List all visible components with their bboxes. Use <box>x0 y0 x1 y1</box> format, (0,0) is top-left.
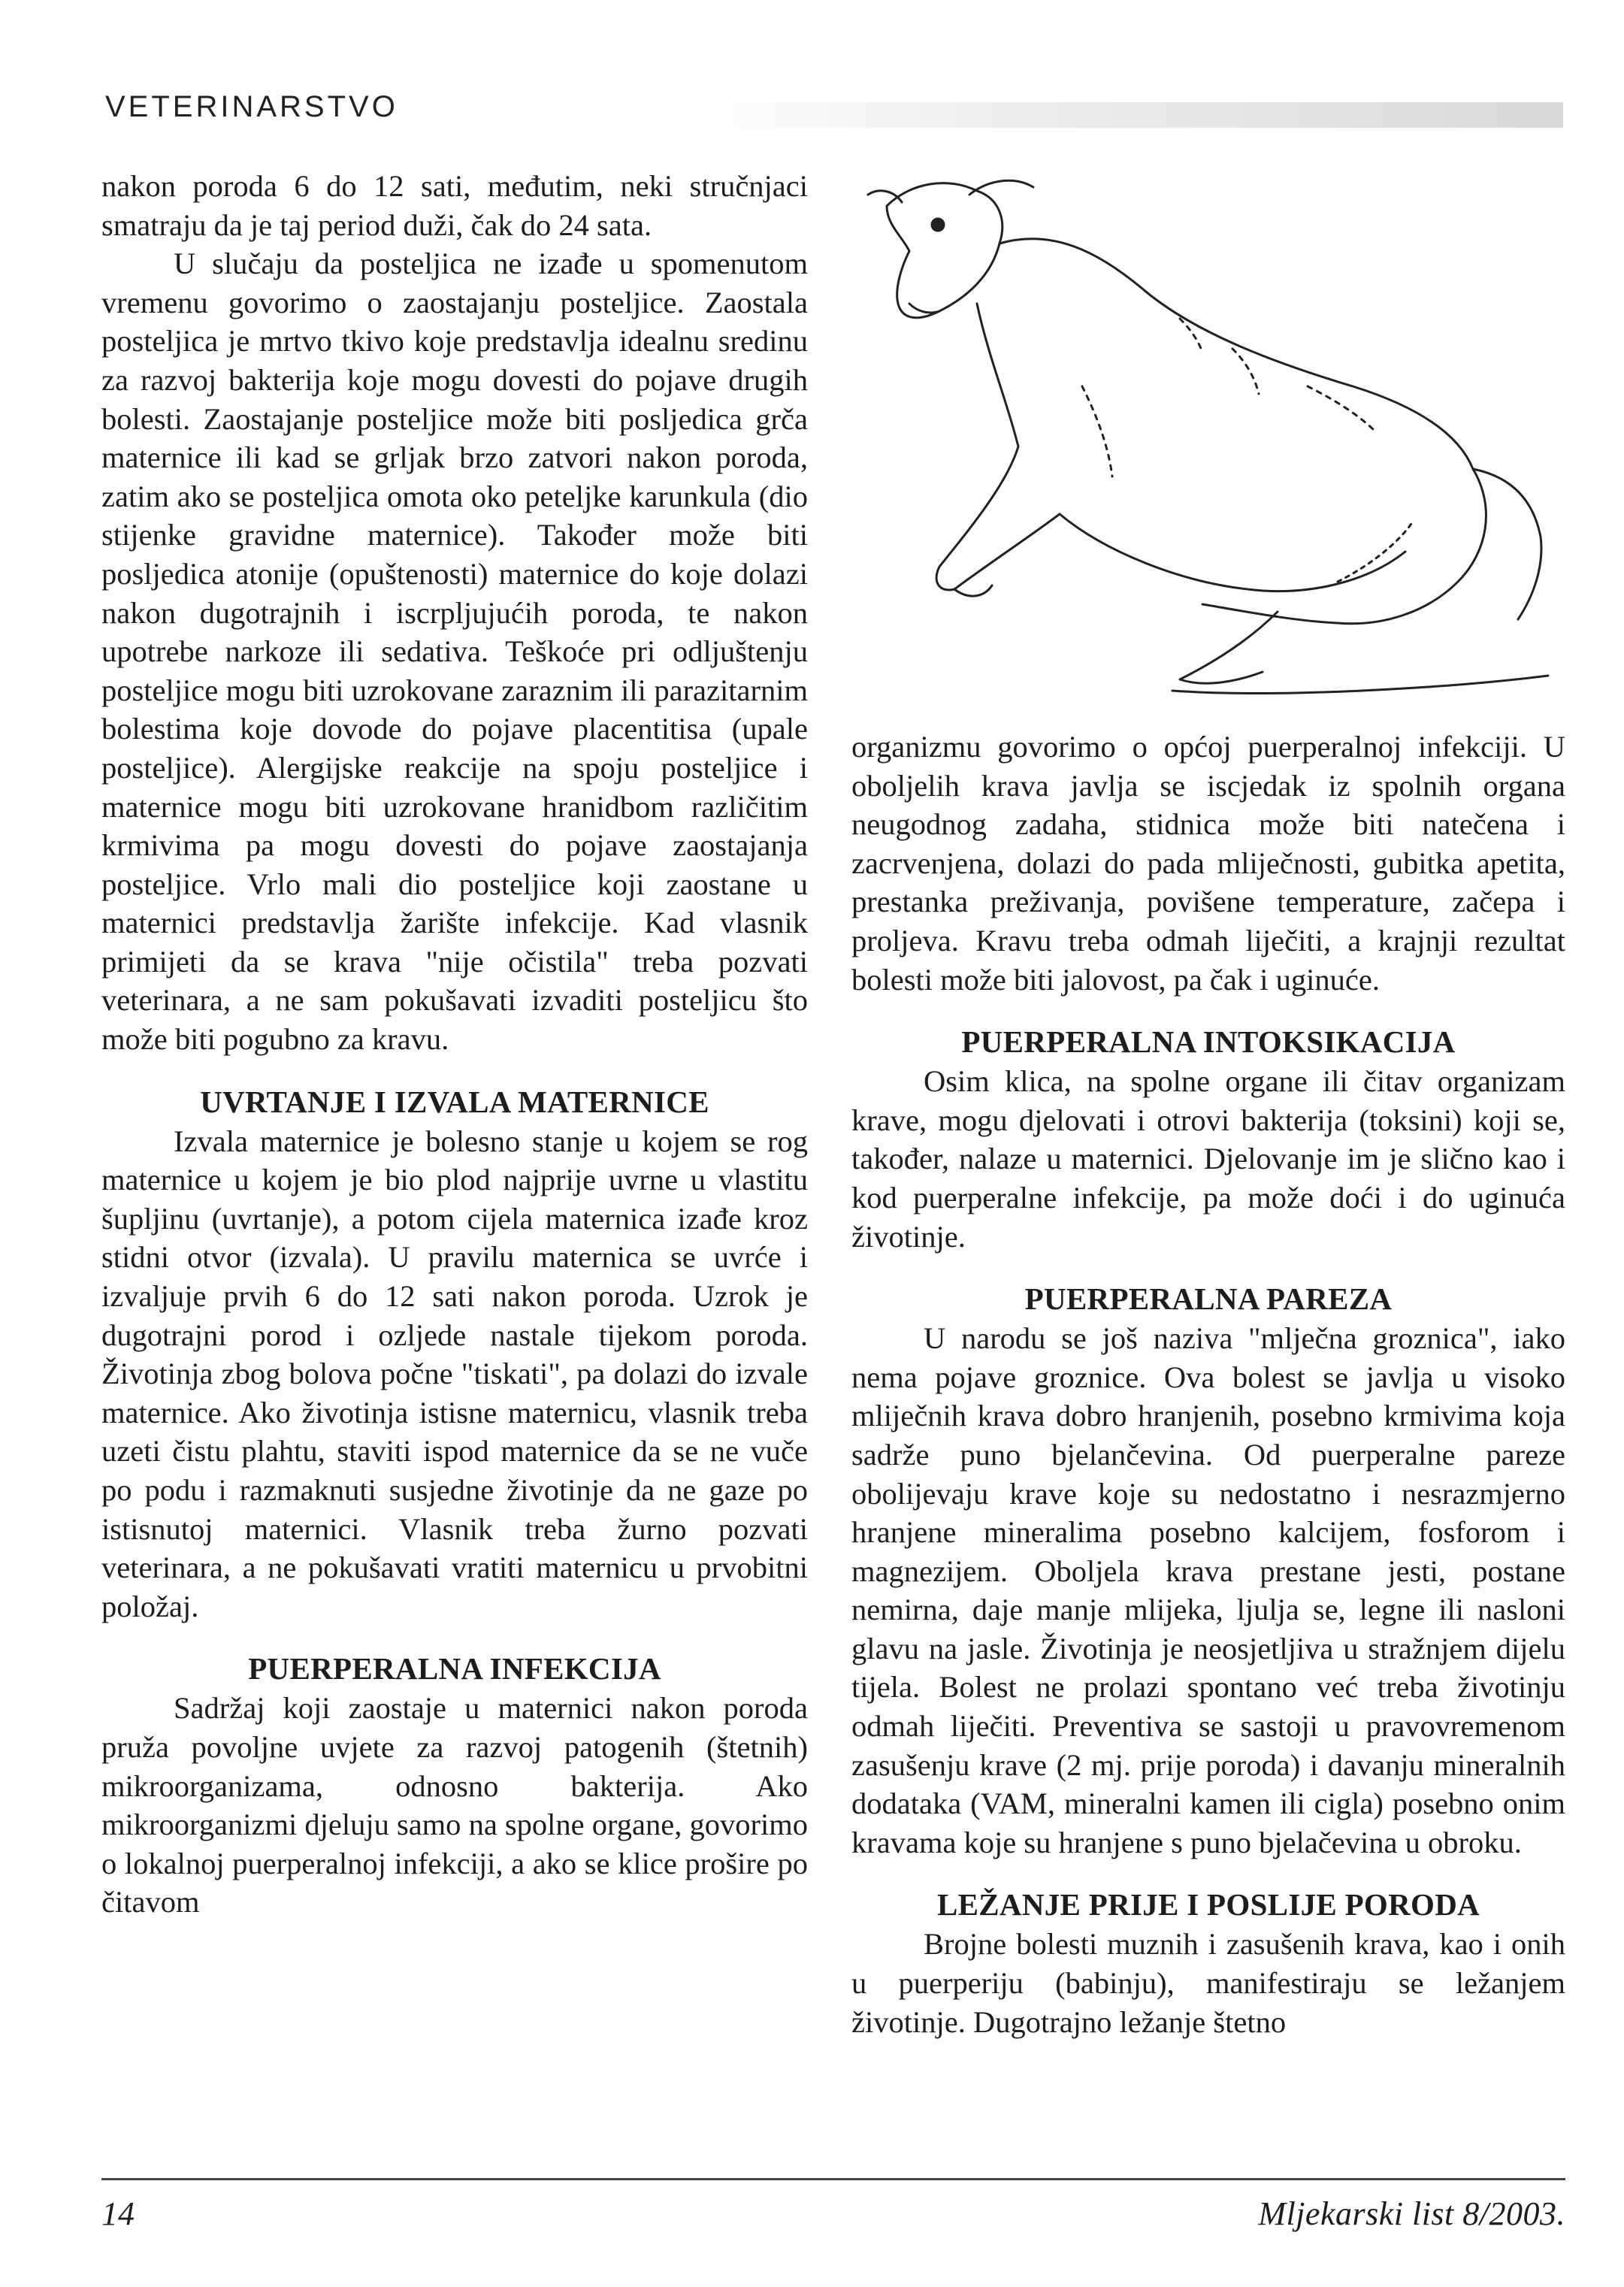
section-title: VETERINARSTVO <box>105 90 398 123</box>
paragraph: Brojne bolesti muznih i zasušenih krava, kao i onih u puerperiju (babinju), manifestiraju se ležanjem životinje. Dugotrajno ležanje štetno <box>851 1927 1565 2039</box>
heading-lezanje: LEŽANJE PRIJE I POSLIJE PORODA <box>936 1887 1480 1922</box>
footer-rule <box>101 2178 1565 2180</box>
right-column <box>851 728 1565 2041</box>
paragraph: Osim klica, na spolne organe ili čitav organizam krave, mogu djelovati i otrovi bakterija (toksini) koji se, također, nalaze u maternici. Djelovanje im je slično kao i kod puerperalne infekcije, pa može doći i do uginuća životinje. <box>851 1064 1565 1254</box>
paragraph: Sadržaj koji zaostaje u maternici nakon poroda pruža povoljne uvjete za razvoj patogenih (štetnih) mikroorganizama, odnosno bakterija. Ako mikroorganizmi djeluju samo na spolne organe, govorimo o lokalnoj puerperalnoj infekciji, a ako se klice prošire po čitavom <box>101 1691 808 1919</box>
paragraph: U slučaju da posteljica ne izađe u spomenutom vremenu govorimo o zaostajanju posteljice. Zaostala posteljica je mrtvo tkivo koje predstavlja idealnu sredinu za razvoj bakterija koje mogu dovesti do pojave drugih bolesti. Zaostajanje posteljice može biti posljedica grča maternice ili kad se grljak brzo zatvori nakon poroda, zatim ako se posteljica omota oko peteljke karunkula (dio stijenke gravidne maternice). Također može biti posljedica atonije (opuštenosti) maternice do koje dolazi nakon dugotrajnih i iscrpljujućih poroda, te nakon upotrebe narkoze ili sedativa. Teškoće pri odljuštenju posteljice mogu biti uzrokovane zaraznim ili parazitarnim bolestima koje dovode do pojave placentitisa (upale posteljice). Alergijske reakcije na spoju posteljice i maternice mogu biti uzrokovane hranidbom različitim krmivima pa mogu dovesti do pojave zaostajanja posteljice. Vrlo mali dio posteljice koji zaostane u maternici predstavlja žarište infekcije. Kad vlasnik primijeti da se krava "nije očistila" treba pozvati veterinara, a ne sam pokušavati izvaditi posteljicu što može biti pogubno za kravu. <box>101 247 808 1057</box>
header-rule <box>691 102 1563 128</box>
page-header <box>105 84 1563 138</box>
heading-pareza: PUERPERALNA PAREZA <box>1024 1281 1393 1317</box>
cow-lying-icon <box>857 161 1563 721</box>
paragraph: organizmu govorimo o općoj puerperalnoj infekciji. U oboljelih krava javlja se iscjedak iz spolnih organa neugodnog zadaha, stidnica može biti natečena i zacrvenjena, dolazi do pada mliječnosti, gubitka apetita, prestanka preživanja, povišene temperature, začepa i proljeva. Kravu treba odmah liječiti, a krajnji rezultat bolesti može biti jalovost, pa čak i uginuće. <box>851 730 1565 997</box>
heading-intoksikacija: PUERPERALNA INTOKSIKACIJA <box>961 1024 1456 1060</box>
page-number: 14 <box>101 2195 135 2232</box>
paragraph: Izvala maternice je bolesno stanje u kojem se rog maternice u kojem je bio plod najprije uvrne u vlastitu šupljinu (uvrtanje), a potom cijela maternica izađe kroz stidni otvor (izvala). U pravilu maternica se uvrće i izvaljuje prvih 6 do 12 sati nakon poroda. Uzrok je dugotrajni porod i ozljede nastale tijekom poroda. Životinja zbog bolova počne "tiskati", pa dolazi do izvale maternice. Ako životinja istisne maternicu, vlasnik treba uzeti čistu plahtu, staviti ispod maternice da se ne vuče po podu i razmaknuti susjedne životinje da ne gaze po istisnutoj maternici. Vlasnik treba žurno pozvati veterinara, a ne pokušavati vratiti maternicu u prvobitni položaj. <box>101 1124 808 1623</box>
paragraph: U narodu se još naziva "mlječna groznica", iako nema pojave groznice. Ova bolest se javlja u visoko mliječnih krava dobro hranjenih, posebno krmivima koja sadrže puno bjelančevina. Od puerperalne pareze obolijevaju krave koje su nedostatno i nesrazmjerno hranjene mineralima posebno kalcijem, fosforom i magnezijem. Oboljela krava prestane jesti, postane nemirna, daje manje mlijeka, ljulja se, legne ili nasloni glavu na jasle. Životinja je neosjetljiva u stražnjem dijelu tijela. Bolest ne prolazi spontano već treba životinju odmah liječiti. Preventiva se sastoji u pravovremenom zasušenju krave (2 mj. prije poroda) i davanju mineralnih dodataka (VAM, mineralni kamen ili cigla) posebno onim kravama koje su hranjene s puno bjelačevina u obroku. <box>851 1321 1565 1859</box>
heading-uvrtanje: UVRTANJE I IZVALA MATERNICE <box>200 1084 709 1119</box>
left-column <box>101 167 808 1922</box>
heading-infekcija: PUERPERALNA INFEKCIJA <box>248 1651 661 1687</box>
journal-issue: Mljekarski list 8/2003. <box>1258 2195 1565 2232</box>
paragraph: nakon poroda 6 do 12 sati, međutim, neki stručnjaci smatraju da je taj period duži, čak do 24 sata. <box>101 169 808 242</box>
